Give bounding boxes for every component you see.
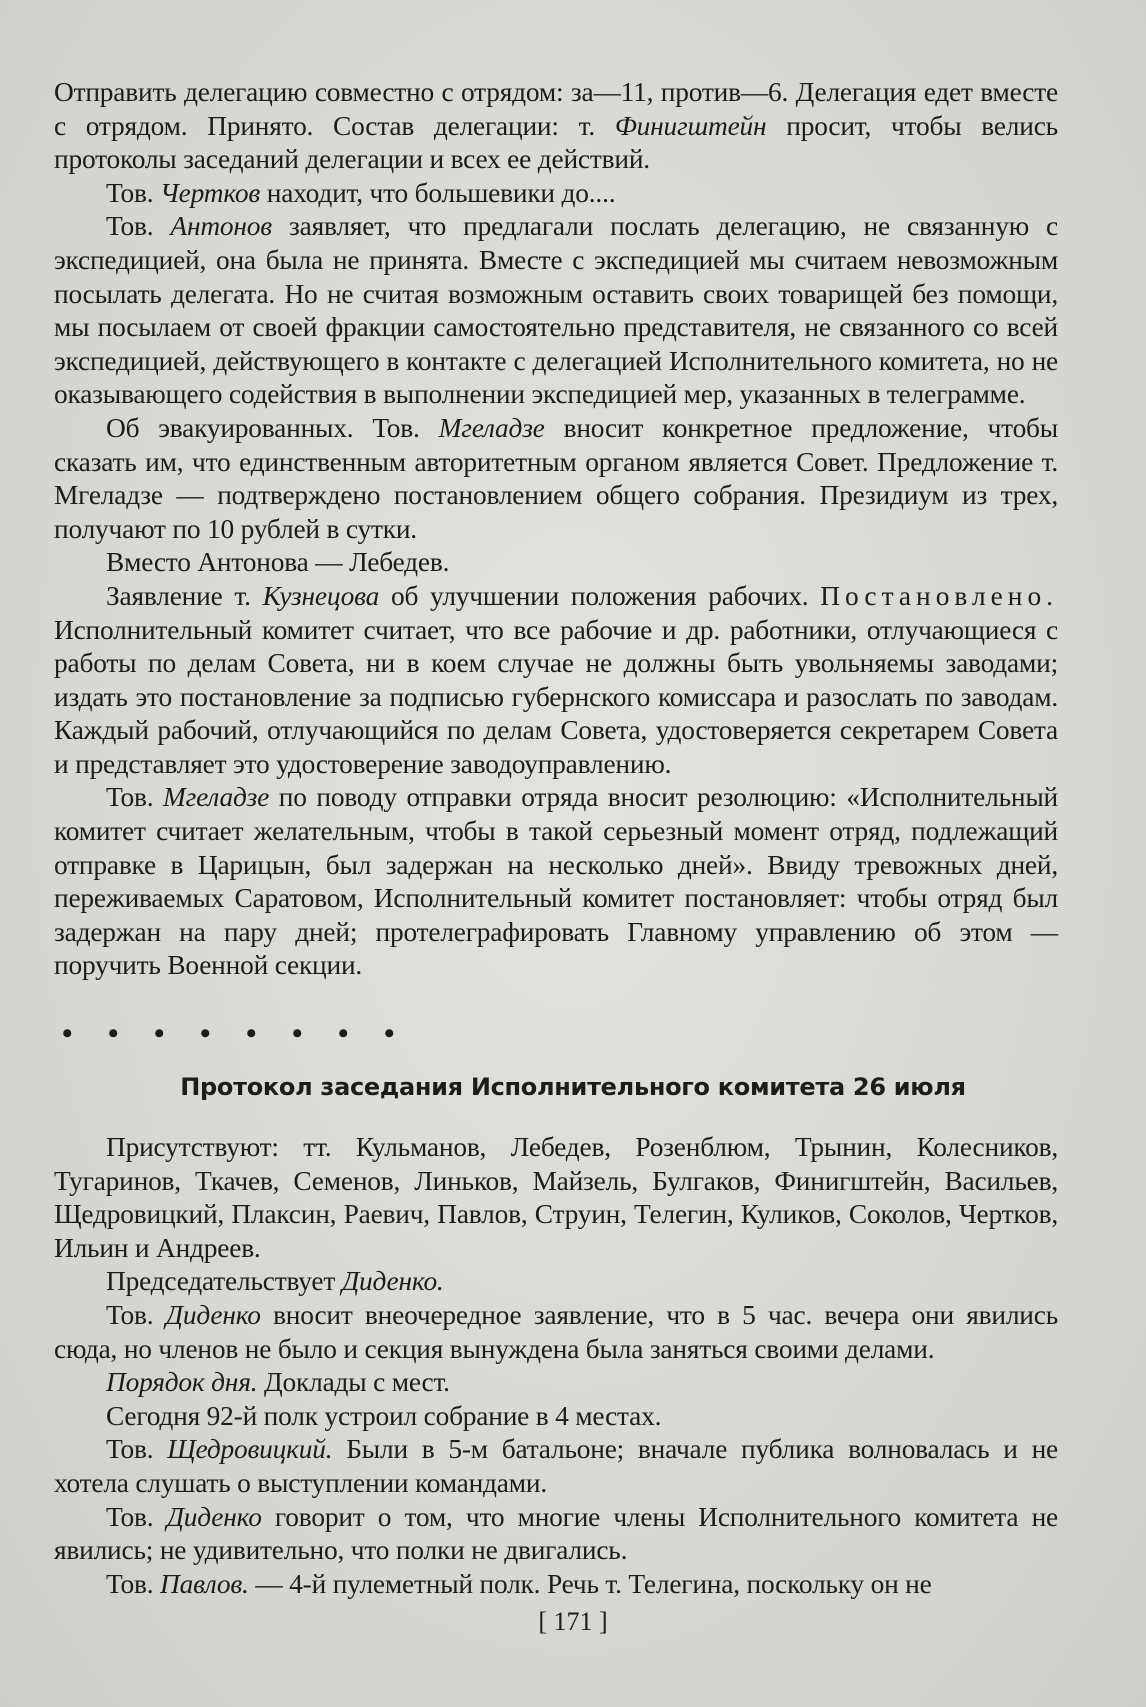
italic-name: Кузнецова [262, 580, 380, 611]
italic-name: Антонов [170, 211, 272, 242]
text-run: Тов. [106, 1568, 160, 1599]
section-heading: Протокол заседания Исполнительного комитета 26 июля [180, 1073, 966, 1101]
paragraph-replacement: Вместо Антонова — Лебедев. [106, 547, 450, 578]
text-run: Об эвакуированных. Тов. [106, 412, 439, 443]
paragraph-delegation [54, 76, 1058, 177]
text-run: Тов. [106, 782, 164, 813]
text-run: просит, чтобы велись протоколы заседаний делегации и всех ее действий. [54, 110, 1058, 175]
paragraph-chertkov [54, 177, 1058, 211]
paragraph-pavlov [54, 1568, 1058, 1602]
text-block-top [54, 76, 1058, 983]
paragraph-antonov [54, 210, 1058, 412]
text-run: Исполнительный комитет считает, что все рабочие и др. работники, отлучающиеся с работы по делам Совета, ни в коем случае не должны быть увольняемы заводами; издать это постановление за подписью губернского комиссара и разослать по заводам. Каждый рабочий, отлучающийся по делам Совета, удостоверяется секретарем Совета и представляет это удостоверение заводоуправлению. [54, 614, 1058, 779]
text-run: Были в 5-м батальоне; вначале публика волновалась и не хотела слушать о выступлении командами. [54, 1434, 1058, 1498]
text-run: — 4-й пулеметный полк. Речь т. Телегина, поскольку он не [248, 1568, 932, 1599]
omission-separator: • • • • • • • • [62, 1017, 409, 1050]
paragraph-regiment-meeting: Сегодня 92-й полк устроил собрание в 4 местах. [106, 1400, 662, 1431]
italic-name: Мгеладзе [163, 782, 270, 813]
text-run: Заявление т. [106, 580, 263, 611]
text-run: Тов. [106, 211, 171, 242]
paragraph-mgeladze-resolution [54, 781, 1058, 983]
text-run: говорит о том, что многие члены Исполнительного комитета не явились; не удивительно, что полки не двигались. [54, 1501, 1058, 1566]
paragraph-didenko-members [54, 1501, 1058, 1568]
paragraph-didenko-statement [54, 1299, 1058, 1366]
text-run: Доклады с мест. [257, 1367, 450, 1398]
paragraph-chair [54, 1265, 1058, 1299]
text-run: об улучшении положения рабочих. [379, 580, 821, 611]
text-run: заявляет, что предлагали послать делегацию, не связанную с экспедицией, она была не принята. Вместе с экспедицией мы считаем невозможным посылать делегата. Но не считая возможным оставить своих товарищей без помощи, мы посылаем от своей фракции самостоятельно представителя, не связанного со всей экспедицией, действующего в контакте с делегацией Исполнительного комитета, но не оказывающего содействия в выполнении экспедицией мер, указанных в телеграмме. [54, 211, 1058, 410]
text-run: Председательствует [106, 1266, 342, 1297]
italic-name: Порядок дня. [106, 1367, 258, 1398]
italic-name: Диденко. [341, 1266, 444, 1297]
text-block-bottom [54, 1131, 1058, 1601]
text-run: вносит конкретное предложение, чтобы сказать им, что единственным авторитетным органом является Совет. Предложение т. Мгеладзе — подтверждено постановлением общего собрания. Президиум из трех, получают по 10 рублей в сутки. [54, 412, 1058, 544]
text-run: Тов. [106, 1501, 167, 1532]
paragraph-agenda [54, 1366, 1058, 1400]
italic-name: Диденко [165, 1299, 261, 1330]
text-run: находит, что большевики до.... [260, 177, 616, 208]
italic-name: Чертков [160, 177, 261, 208]
text-run: Тов. [106, 1299, 166, 1330]
italic-name: Диденко [166, 1501, 262, 1532]
italic-name: Мгеладзе [438, 412, 545, 443]
text-run: Тов. [106, 177, 160, 208]
spaced-word: Постановлено. [820, 580, 1058, 611]
text-run: Тов. [106, 1434, 168, 1465]
paragraph-shchedrovitsky [54, 1433, 1058, 1500]
italic-name: Финигштейн [614, 110, 767, 141]
paragraph-evacuated [54, 412, 1058, 546]
text-run: Отправить делегацию совместно с отрядом: за—11, против—6. Делегация едет вместе с отрядом. Принято. Состав делегации: т. [54, 77, 1058, 141]
text-run: вносит внеочередное заявление, что в 5 час. вечера они явились сюда, но членов не было и секция вынуждена была заняться своими делами. [54, 1299, 1058, 1364]
italic-name: Павлов. [160, 1568, 249, 1599]
paragraph-kuznetsov [54, 580, 1058, 782]
italic-name: Щедровицкий. [167, 1434, 333, 1465]
text-run: по поводу отправки отряда вносит резолюцию: «Исполнительный комитет считает желательным, чтобы в такой серьезный момент отряд, подлежащий отправке в Царицын, был задержан на несколько дней». Ввиду тревожных дней, переживаемых Саратовом, Исполнительный комитет постановляет: чтобы отряд был задержан на пару дней; протелеграфировать Главному управлению об этом — поручить Военной секции. [54, 782, 1058, 981]
paragraph-attendees: Присутствуют: тт. Кульманов, Лебедев, Розенблюм, Трынин, Колесников, Тугаринов, Ткачев, Семенов, Линьков, Майзель, Булгаков, Финигштейн, Васильев, Щедровицкий, Плаксин, Раевич, Павлов, Струин, Телегин, Куликов, Соколов, Чертков, Ильин и Андреев. [54, 1132, 1058, 1263]
page-number: [ 171 ] [538, 1607, 608, 1636]
